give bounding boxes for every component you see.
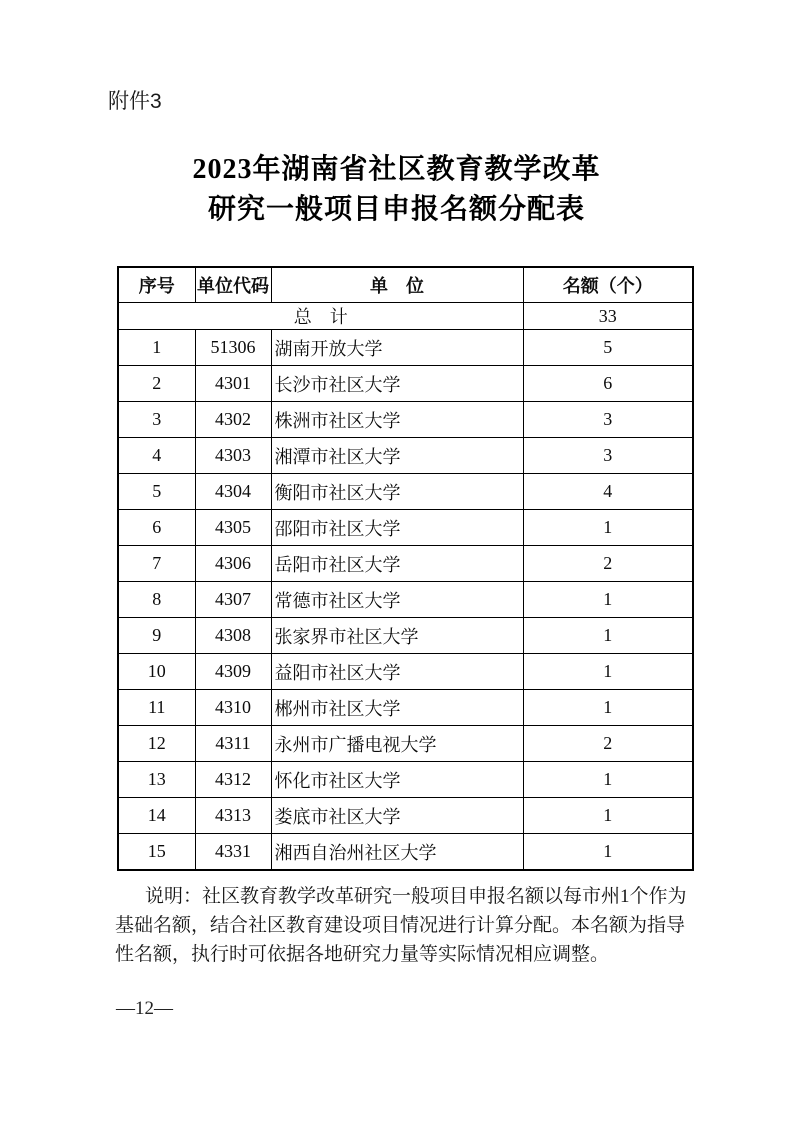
cell-code: 4301	[195, 366, 271, 402]
table-row	[118, 618, 693, 654]
cell-unit: 永州市广播电视大学	[271, 726, 523, 762]
cell-quota: 1	[523, 798, 693, 834]
cell-quota: 1	[523, 690, 693, 726]
cell-code: 4305	[195, 510, 271, 546]
table-header-row	[118, 267, 693, 303]
cell-unit: 长沙市社区大学	[271, 366, 523, 402]
cell-unit: 常德市社区大学	[271, 582, 523, 618]
cell-no: 12	[118, 726, 195, 762]
table-row	[118, 726, 693, 762]
cell-code: 4310	[195, 690, 271, 726]
cell-code: 4308	[195, 618, 271, 654]
table-row	[118, 366, 693, 402]
page-number: —12—	[116, 998, 173, 1019]
note-block	[115, 882, 692, 969]
header-no: 序号	[118, 267, 195, 303]
total-quota: 33	[523, 303, 693, 330]
cell-unit: 益阳市社区大学	[271, 654, 523, 690]
cell-unit: 邵阳市社区大学	[271, 510, 523, 546]
table-row	[118, 438, 693, 474]
cell-unit: 湘潭市社区大学	[271, 438, 523, 474]
table-row	[118, 582, 693, 618]
title-line-1: 2023年湖南省社区教育教学改革	[192, 154, 601, 185]
cell-no: 11	[118, 690, 195, 726]
cell-code: 4307	[195, 582, 271, 618]
note-line-3: 性名额，执行时可依据各地研究力量等实际情况相应调整。	[115, 944, 610, 965]
note-line-1: 说明：社区教育教学改革研究一般项目申报名额以每市州1个作为	[145, 886, 687, 907]
cell-code: 4302	[195, 402, 271, 438]
cell-unit: 株洲市社区大学	[271, 402, 523, 438]
cell-quota: 3	[523, 402, 693, 438]
cell-quota: 4	[523, 474, 693, 510]
table-row	[118, 474, 693, 510]
cell-code: 51306	[195, 330, 271, 366]
cell-code: 4303	[195, 438, 271, 474]
cell-unit: 娄底市社区大学	[271, 798, 523, 834]
table-row	[118, 690, 693, 726]
cell-code: 4304	[195, 474, 271, 510]
cell-no: 15	[118, 834, 195, 871]
cell-quota: 1	[523, 654, 693, 690]
cell-quota: 1	[523, 834, 693, 871]
header-unit: 单 位	[271, 267, 523, 303]
quota-table	[117, 266, 694, 871]
cell-code: 4306	[195, 546, 271, 582]
cell-quota: 5	[523, 330, 693, 366]
cell-no: 5	[118, 474, 195, 510]
cell-unit: 张家界市社区大学	[271, 618, 523, 654]
table-row	[118, 510, 693, 546]
cell-quota: 1	[523, 510, 693, 546]
title-line-2: 研究一般项目申报名额分配表	[207, 194, 585, 225]
cell-no: 3	[118, 402, 195, 438]
document-title	[0, 150, 793, 230]
table-row	[118, 330, 693, 366]
cell-no: 1	[118, 330, 195, 366]
cell-quota: 1	[523, 762, 693, 798]
cell-quota: 1	[523, 582, 693, 618]
header-unit-code: 单位代码	[195, 267, 271, 303]
table-row	[118, 402, 693, 438]
cell-no: 14	[118, 798, 195, 834]
cell-no: 4	[118, 438, 195, 474]
cell-code: 4311	[195, 726, 271, 762]
cell-no: 2	[118, 366, 195, 402]
cell-no: 8	[118, 582, 195, 618]
cell-code: 4309	[195, 654, 271, 690]
cell-unit: 怀化市社区大学	[271, 762, 523, 798]
cell-code: 4331	[195, 834, 271, 871]
cell-quota: 2	[523, 726, 693, 762]
cell-no: 7	[118, 546, 195, 582]
cell-no: 10	[118, 654, 195, 690]
table-row	[118, 834, 693, 871]
cell-quota: 1	[523, 618, 693, 654]
total-label: 总 计	[118, 303, 523, 330]
table-row	[118, 654, 693, 690]
cell-no: 6	[118, 510, 195, 546]
attachment-label: 附件3	[108, 90, 162, 113]
cell-unit: 岳阳市社区大学	[271, 546, 523, 582]
total-row	[118, 303, 693, 330]
cell-no: 9	[118, 618, 195, 654]
cell-unit: 郴州市社区大学	[271, 690, 523, 726]
cell-unit: 湖南开放大学	[271, 330, 523, 366]
cell-quota: 2	[523, 546, 693, 582]
table-row	[118, 798, 693, 834]
cell-code: 4313	[195, 798, 271, 834]
note-line-2: 基础名额，结合社区教育建设项目情况进行计算分配。本名额为指导	[115, 915, 686, 936]
table-row	[118, 762, 693, 798]
table-row	[118, 546, 693, 582]
cell-no: 13	[118, 762, 195, 798]
table-body	[118, 303, 693, 871]
cell-quota: 6	[523, 366, 693, 402]
cell-unit: 湘西自治州社区大学	[271, 834, 523, 871]
cell-quota: 3	[523, 438, 693, 474]
cell-code: 4312	[195, 762, 271, 798]
cell-unit: 衡阳市社区大学	[271, 474, 523, 510]
header-quota: 名额（个）	[523, 267, 693, 303]
